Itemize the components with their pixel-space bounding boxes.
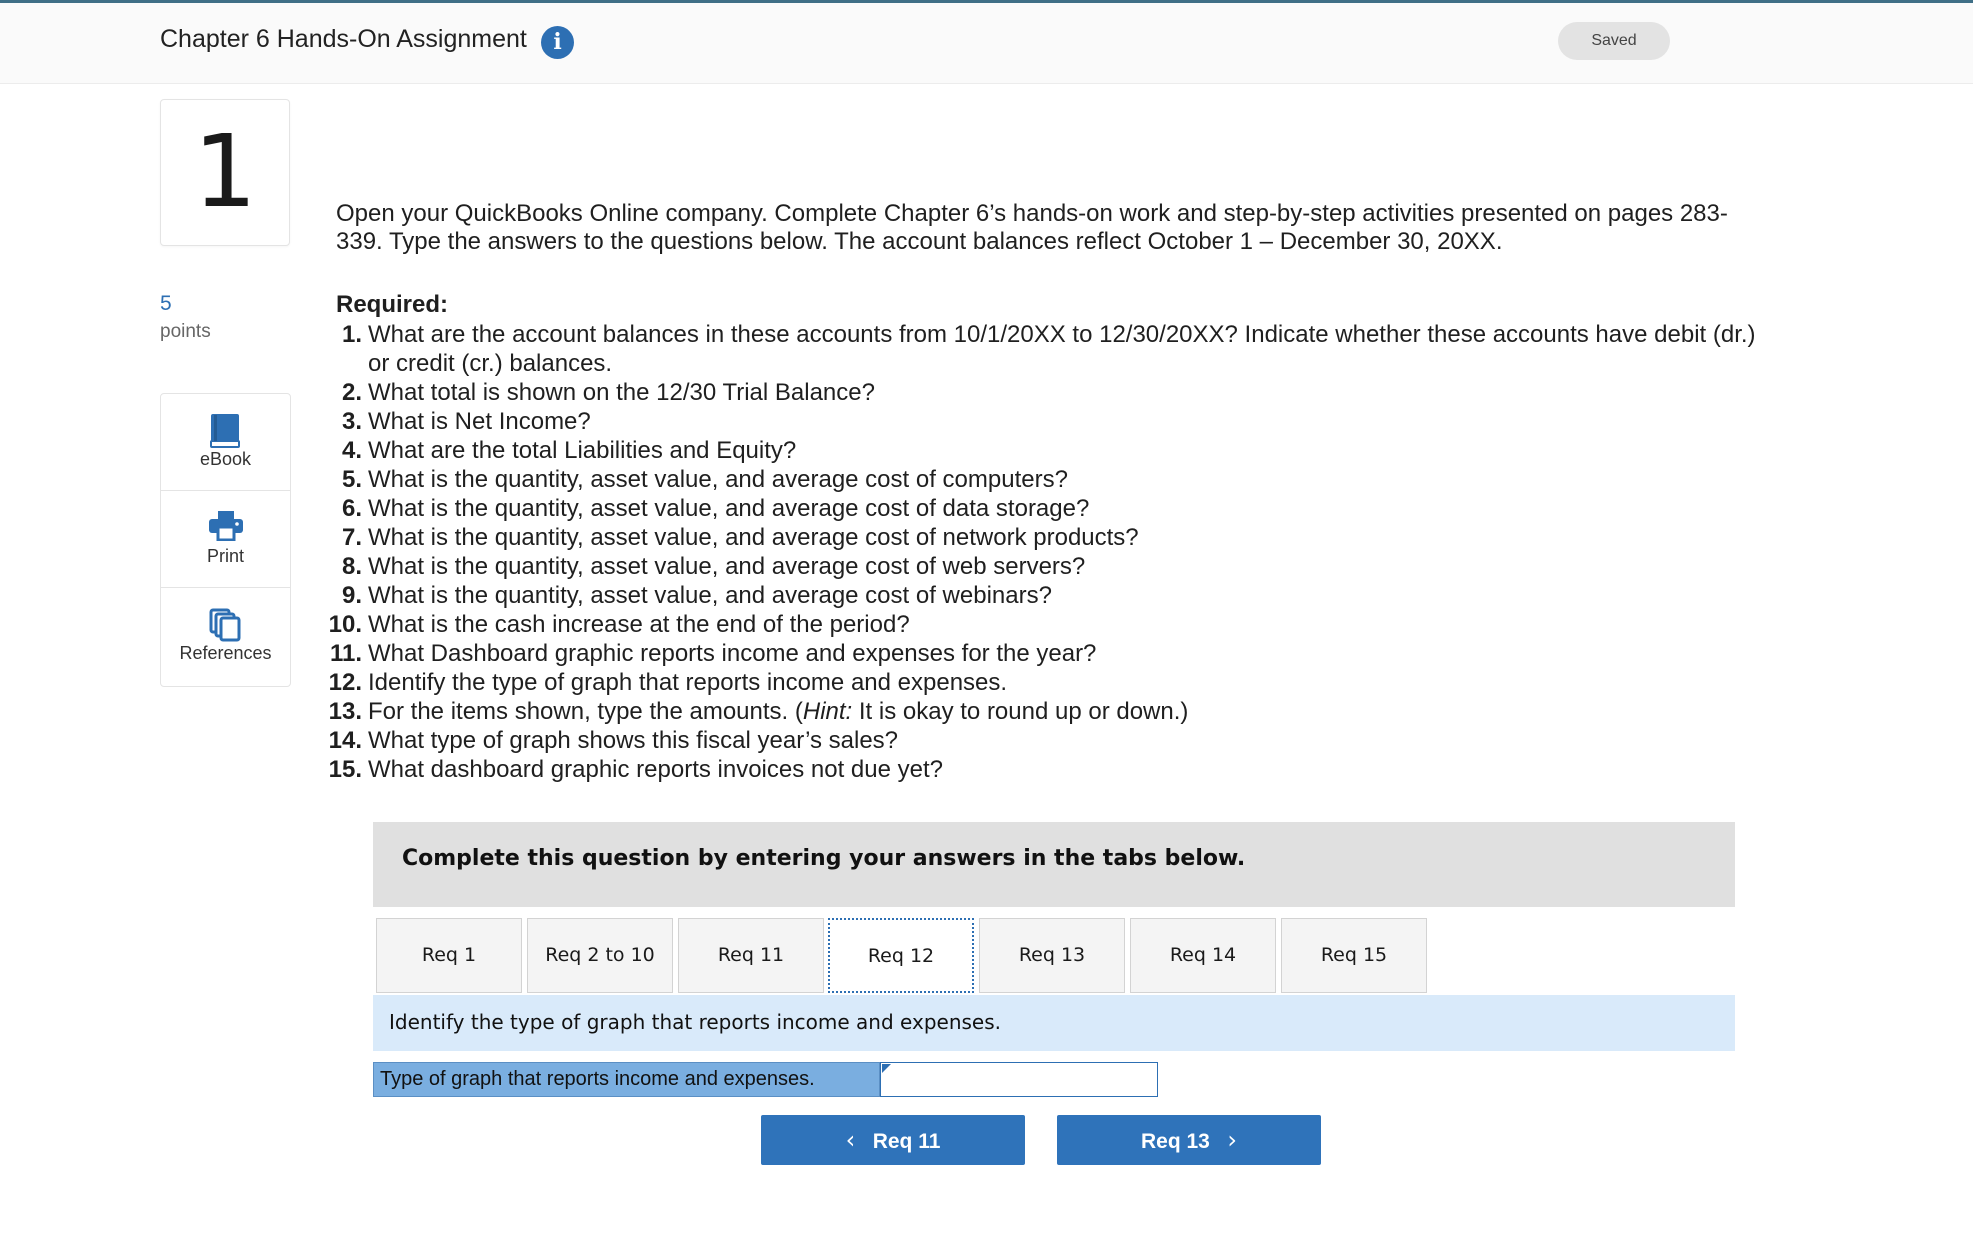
header-bar [0,3,1973,84]
tools-panel [160,393,291,687]
requirement-number: 13. [328,698,362,725]
requirement-number: 10. [328,611,362,638]
intro-line-2: 339. Type the answers to the questions below. The account balances reflect October 1 – December 30, 20XX. [336,228,1503,255]
requirement-item [320,726,1840,755]
answer-input[interactable] [880,1062,1158,1097]
hint-label: Hint: [802,698,853,725]
requirement-number: 12. [328,669,362,696]
requirement-item [320,639,1840,668]
ebook-label: eBook [199,449,252,469]
requirement-number: 2. [341,379,362,406]
points-label: points [160,321,211,342]
requirement-text: For the items shown, type the amounts. ( [368,698,803,725]
question-number: 1 [193,113,257,230]
requirement-item [320,523,1840,552]
requirement-text: What are the account balances in these accounts from 10/1/20XX to 12/30/20XX? Indicate whether these accounts have debit (dr.) [368,321,1756,348]
requirement-text: What is the cash increase at the end of the period? [368,611,910,638]
requirement-text: What total is shown on the 12/30 Trial Balance? [368,379,875,406]
print-label: Print [206,546,244,566]
instruction-text: Complete this question by entering your answers in the tabs below. [402,846,1246,871]
active-question-band [373,995,1735,1051]
requirement-item [320,697,1840,726]
requirement-number: 15. [328,756,362,783]
required-heading: Required: [336,291,449,318]
assignment-title: Chapter 6 Hands-On Assignment [160,25,527,53]
requirement-item [320,436,1840,465]
answer-label: Type of graph that reports income and expenses. [373,1062,880,1097]
requirement-number: 4. [341,437,362,464]
print-button[interactable] [161,491,290,588]
info-icon[interactable]: i [541,26,574,59]
prev-req-label: Req 11 [872,1130,941,1153]
next-req-label: Req 13 [1141,1130,1210,1153]
requirement-number: 8. [341,553,362,580]
points-value: 5 [160,292,172,315]
requirement-number: 1. [341,321,362,348]
requirement-number: 6. [341,495,362,522]
instruction-panel [373,822,1735,907]
requirement-item [320,494,1840,523]
tab-req-1[interactable]: Req 1 [376,918,522,993]
requirement-item [320,755,1840,784]
requirement-text: What is the quantity, asset value, and average cost of web servers? [368,553,1086,580]
requirement-text: What type of graph shows this fiscal year’s sales? [368,727,899,754]
requirement-text-after-hint: It is okay to round up or down.) [852,698,1189,725]
intro-line-1: Open your QuickBooks Online company. Complete Chapter 6’s hands-on work and step-by-step activities presented on pages 283- [336,200,1728,227]
input-flag-icon [882,1064,891,1073]
prev-req-button[interactable] [761,1115,1025,1165]
tab-req-12[interactable]: Req 12 [828,918,974,993]
requirement-item [320,378,1840,407]
active-question-text: Identify the type of graph that reports income and expenses. [389,1010,1002,1034]
requirement-number: 7. [341,524,362,551]
references-button[interactable] [161,588,290,684]
saved-status-badge: Saved [1558,22,1670,60]
chevron-left-icon: ‹ [845,1126,856,1154]
tab-req-14[interactable]: Req 14 [1130,918,1276,993]
question-number-card [160,99,290,246]
ebook-button[interactable] [161,394,290,491]
tab-req-2-to-10[interactable]: Req 2 to 10 [527,918,673,993]
chevron-right-icon: › [1227,1126,1237,1154]
requirement-text: What is the quantity, asset value, and average cost of data storage? [368,495,1090,522]
references-label: References [179,643,272,663]
references-icon [209,608,241,642]
requirement-text: What is the quantity, asset value, and average cost of computers? [368,466,1068,493]
requirement-number: 9. [341,582,362,609]
requirement-item [320,552,1840,581]
tab-req-15[interactable]: Req 15 [1281,918,1427,993]
requirement-number: 5. [341,466,362,493]
next-req-button[interactable] [1057,1115,1321,1165]
requirement-number: 14. [328,727,362,754]
requirement-text: What is Net Income? [368,408,591,435]
requirement-text: Identify the type of graph that reports income and expenses. [368,669,1008,696]
requirement-item [320,320,1840,378]
tab-req-11[interactable]: Req 11 [678,918,824,993]
requirement-text-continued: or credit (cr.) balances. [368,350,613,377]
requirements-list [320,320,1840,784]
question-intro [336,200,1816,256]
tab-req-13[interactable]: Req 13 [979,918,1125,993]
requirement-text: What Dashboard graphic reports income and expenses for the year? [368,640,1097,667]
requirement-number: 3. [341,408,362,435]
requirement-item [320,581,1840,610]
requirement-item [320,407,1840,436]
print-icon [209,511,243,541]
book-icon [209,414,241,448]
requirement-text: What are the total Liabilities and Equity? [368,437,797,464]
requirement-text: What is the quantity, asset value, and average cost of webinars? [368,582,1052,609]
requirement-item [320,610,1840,639]
requirement-item [320,668,1840,697]
requirement-text: What dashboard graphic reports invoices not due yet? [368,756,944,783]
requirement-number: 11. [329,640,362,667]
requirement-text: What is the quantity, asset value, and average cost of network products? [368,524,1139,551]
requirement-item [320,465,1840,494]
